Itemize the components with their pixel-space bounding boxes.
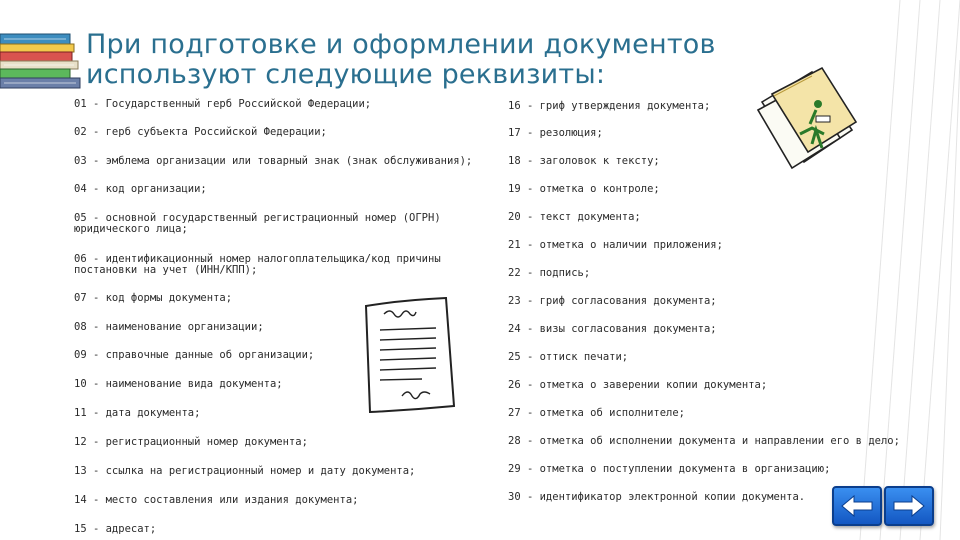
requisite-18: 18 - заголовок к тексту;	[508, 155, 660, 167]
requisite-28: 28 - отметка об исполнении документа и направлении его в дело;	[508, 435, 900, 447]
arrow-left-icon	[840, 494, 874, 518]
folder-with-papers-icon	[752, 64, 860, 176]
requisite-25: 25 - оттиск печати;	[508, 351, 629, 363]
title-line-2: используют следующие реквизиты:	[86, 59, 606, 90]
requisite-01: 01 - Государственный герб Российской Федерации;	[74, 98, 372, 110]
requisite-07: 07 - код формы документа;	[74, 292, 233, 304]
requisite-27: 27 - отметка об исполнителе;	[508, 407, 686, 419]
title-line-1: При подготовке и оформлении документов	[86, 29, 716, 60]
requisite-20: 20 - текст документа;	[508, 211, 641, 223]
requisite-16: 16 - гриф утверждения документа;	[508, 100, 711, 112]
requisite-26: 26 - отметка о заверении копии документа;	[508, 379, 768, 391]
next-slide-button[interactable]	[884, 486, 934, 526]
requisite-11: 11 - дата документа;	[74, 407, 201, 419]
requisite-13: 13 - ссылка на регистрационный номер и дату документа;	[74, 465, 416, 477]
slide-title	[86, 30, 726, 90]
handwritten-document-icon	[362, 296, 458, 414]
requisite-17: 17 - резолюция;	[508, 127, 603, 139]
requisite-04: 04 - код организации;	[74, 183, 207, 195]
books-icon	[0, 30, 86, 92]
requisite-12: 12 - регистрационный номер документа;	[74, 436, 308, 448]
requisite-19: 19 - отметка о контроле;	[508, 183, 660, 195]
requisite-21: 21 - отметка о наличии приложения;	[508, 239, 723, 251]
prev-slide-button[interactable]	[832, 486, 882, 526]
requisite-24: 24 - визы согласования документа;	[508, 323, 717, 335]
requisite-09: 09 - справочные данные об организации;	[74, 349, 315, 361]
requisite-14: 14 - место составления или издания документа;	[74, 494, 359, 506]
requisite-02: 02 - герб субъекта Российской Федерации;	[74, 126, 327, 138]
requisite-30: 30 - идентификатор электронной копии документа.	[508, 491, 806, 503]
requisite-05: 05 - основной государственный регистрационный номер (ОГРН) юридического лица;	[74, 212, 441, 235]
requisite-06: 06 - идентификационный номер налогоплательщика/код причины постановки на учет (ИНН/КПП);	[74, 253, 441, 276]
requisite-10: 10 - наименование вида документа;	[74, 378, 283, 390]
requisite-08: 08 - наименование организации;	[74, 321, 264, 333]
requisite-22: 22 - подпись;	[508, 267, 591, 279]
requisite-23: 23 - гриф согласования документа;	[508, 295, 717, 307]
requisite-15: 15 - адресат;	[74, 523, 157, 535]
requisite-29: 29 - отметка о поступлении документа в организацию;	[508, 463, 831, 475]
requisite-03: 03 - эмблема организации или товарный знак (знак обслуживания);	[74, 155, 473, 167]
arrow-right-icon	[892, 494, 926, 518]
